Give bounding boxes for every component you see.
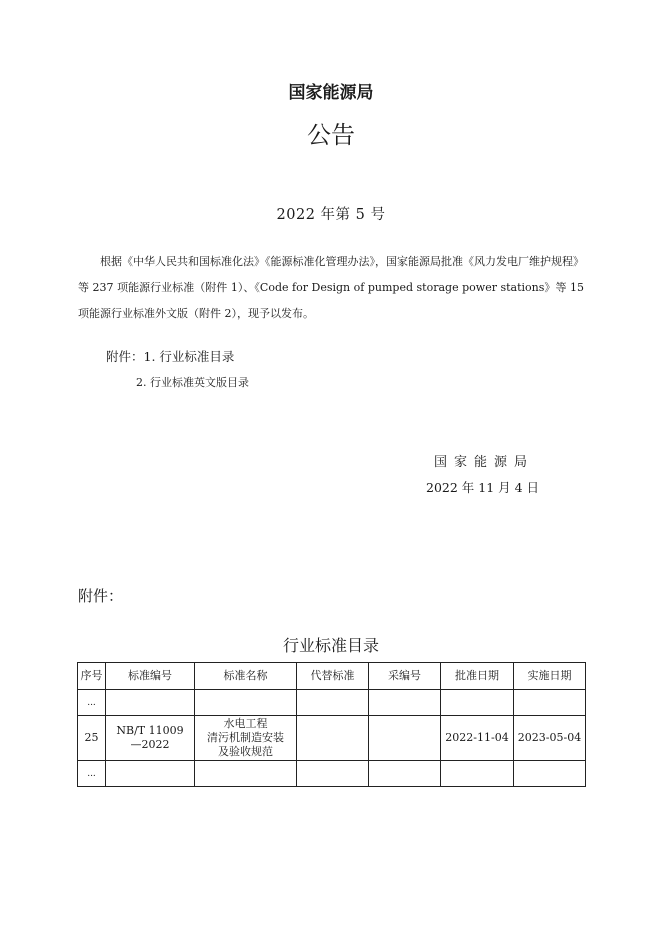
col-header-adopt-no: 采编号 [369,663,441,690]
cell-effective-date: 2023-05-04 [514,716,586,761]
signature-date: 2022 年 11 月 4 日 [426,480,540,495]
attachment-item-2: 2. 行业标准英文版目录 [136,376,249,389]
table-row-ellipsis-bottom [78,761,586,787]
col-header-name: 标准名称 [195,663,297,690]
cell-seq: 25 [78,716,106,761]
appendix-heading: 附件： [78,587,124,605]
name-line-1: 水电工程 [223,717,268,730]
ellipsis-cell: ... [78,690,106,716]
col-header-replaced: 代替标准 [297,663,369,690]
code-line-2: —2022 [130,738,170,751]
attachment-label: 附件： [106,349,144,364]
agency-heading: 国家能源局 [288,83,374,103]
standards-table [77,662,586,787]
table-header-row [78,663,586,690]
attachment-list [106,347,234,365]
announcement-paragraph: 根据《中华人民共和国标准化法》《能源标准化管理办法》，国家能源局批准《风力发电厂维护规程》等 237 项能源行业标准（附件 1）、《Code for Design of pumped storage power stations》等 15 项能源行业标准外文版（附件 2），现予以发布。 [78,255,584,320]
col-header-effective-date: 实施日期 [514,663,586,690]
cell-replaced [297,716,369,761]
table-row [78,716,586,761]
document-title: 公告 [307,121,355,149]
col-header-approval-date: 批准日期 [441,663,514,690]
table-title: 行业标准目录 [282,636,379,655]
cell-approval-date: 2022-11-04 [441,716,514,761]
table-row-ellipsis-top [78,690,586,716]
col-header-code: 标准编号 [106,663,195,690]
name-line-3: 及验收规范 [218,745,273,758]
name-line-2: 清污机制造安装 [207,731,284,744]
col-header-seq: 序号 [78,663,106,690]
cell-name [195,716,297,761]
code-line-1: NB/T 11009 [116,724,184,737]
attachment-item-1: 1. 行业标准目录 [143,349,235,364]
document-number: 2022 年第 5 号 [276,207,386,223]
signature-name: 国家能源局 [434,455,535,470]
cell-adopt-no [369,716,441,761]
cell-code [106,716,195,761]
ellipsis-cell: ... [78,761,106,787]
